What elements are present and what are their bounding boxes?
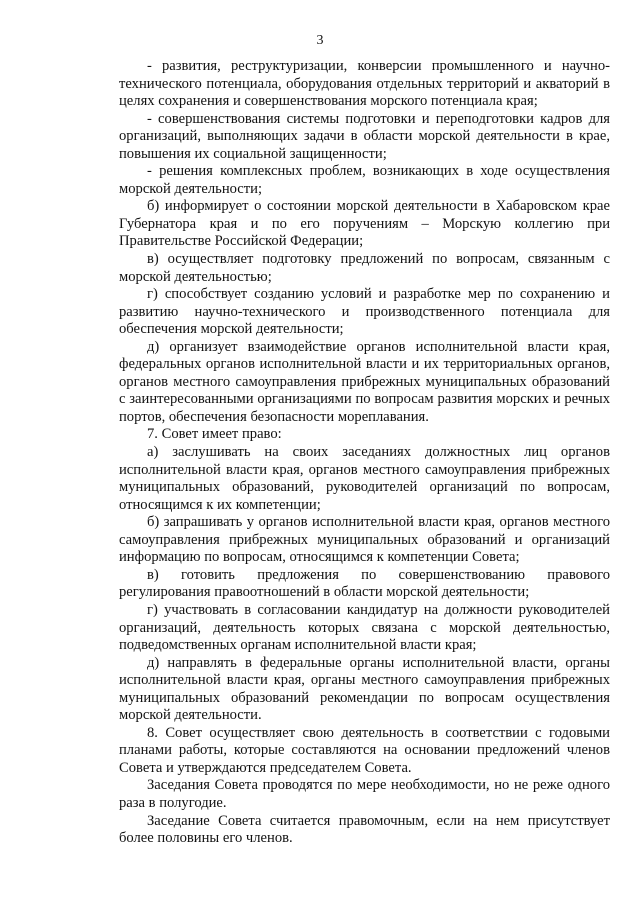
document-body: [119, 58, 610, 848]
paragraph-complex-problems: - решения комплексных проблем, возникающих в ходе осуществления морской деятельности;: [119, 163, 610, 197]
paragraph-7g-approve-candidates: г) участвовать в согласовании кандидатур на должности руководителей организаций, деятельность которых связана с морской деятельностью, подведомственных органам исполнительной власти края;: [119, 601, 610, 654]
paragraph-g-promotes-conditions: г) способствует созданию условий и разработке мер по сохранению и развитию научно-технического и производственного потенциала для обеспечения морской деятельности;: [119, 286, 610, 338]
paragraph-7a-hear-officials: а) заслушивать на своих заседаниях должностных лиц органов исполнительной власти края, органов местного самоуправления прибрежных муниципальных образований, руководителей организаций по вопросам, относящимся к их компетенции;: [119, 444, 610, 513]
page-number: 3: [316, 33, 324, 48]
paragraph-personnel-training: - совершенствования системы подготовки и переподготовки кадров для организаций, выполняющих задачи в области морской деятельности в крае, повышения их социальной защищенности;: [119, 110, 610, 162]
paragraph-meeting-frequency: Заседания Совета проводятся по мере необходимости, но не реже одного раза в полугодие.: [119, 777, 610, 811]
paragraph-v-prepares-proposals: в) осуществляет подготовку предложений по вопросам, связанным с морской деятельностью;: [119, 251, 610, 285]
paragraph-7d-send-recommendations: д) направлять в федеральные органы исполнительной власти, органы исполнительной власти края, органы местного самоуправления прибрежных муниципальных образований рекомендации по вопросам осуществления морской деятельности.: [119, 654, 610, 724]
paragraph-7b-request-information: б) запрашивать у органов исполнительной власти края, органов местного самоуправления прибрежных муниципальных образований и организаций информацию по вопросам, относящимся к компетенции Совета;: [119, 514, 610, 566]
paragraph-b-informs-governor: б) информирует о состоянии морской деятельности в Хабаровском крае Губернатора края и по его поручениям – Морскую коллегию при Правительстве Российской Федерации;: [119, 198, 610, 250]
paragraph-development-restructuring: - развития, реструктуризации, конверсии промышленного и научно-технического потенциала, оборудования отдельных территорий и акваторий в целях сохранения и совершенствования морского потенциала края;: [119, 58, 610, 110]
section-7-heading: 7. Совет имеет право:: [147, 426, 282, 443]
paragraph-d-organizes-interaction: д) организует взаимодействие органов исполнительной власти края, федеральных органов исполнительной власти и их территориальных органов, органов местного самоуправления прибрежных муниципальных образований с заинтересованными организациями по вопросам развития морских и речных портов, обеспечения безопасности мореплавания.: [119, 338, 610, 425]
paragraph-quorum: Заседание Совета считается правомочным, если на нем присутствует более половины его членов.: [119, 812, 610, 847]
section-8-work-plans: 8. Совет осуществляет свою деятельность в соответствии с годовыми планами работы, которые составляются на основании предложений членов Совета и утверждаются председателем Совета.: [119, 724, 610, 776]
paragraph-7v-prepare-regulation: в) готовить предложения по совершенствованию правового регулирования правоотношений в области морской деятельности;: [119, 566, 610, 601]
